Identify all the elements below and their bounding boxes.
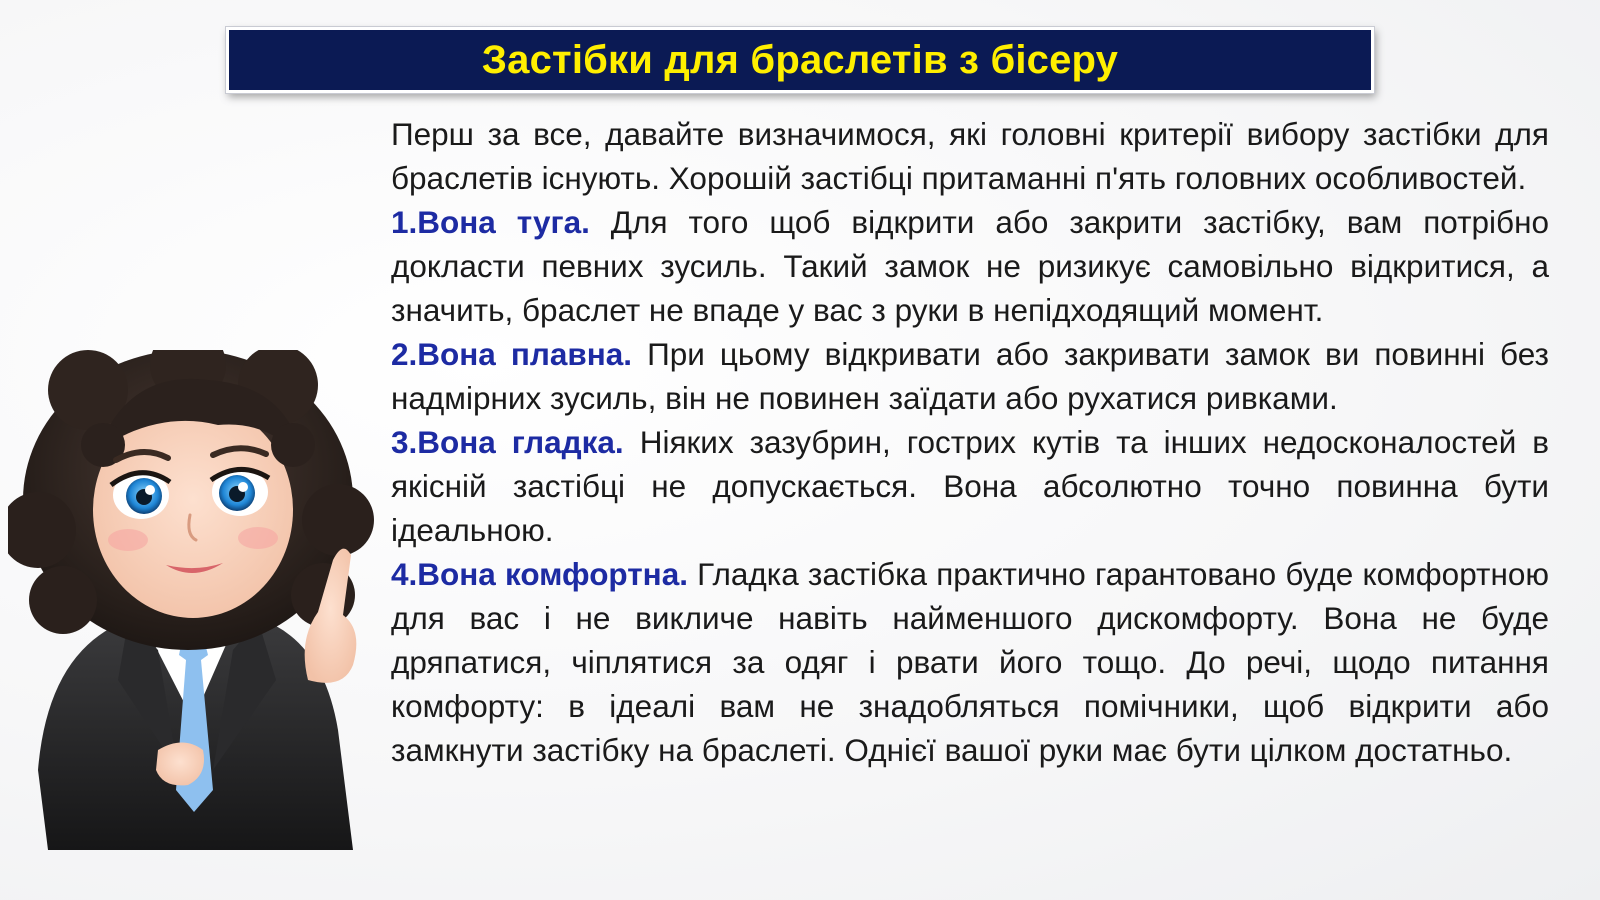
list-item [391, 332, 1549, 420]
item-text: Для того щоб відкрити або закрити застібку, вам потрібно докласти певних зусиль. Такий замок не ризикує самовільно відкритися, а значить, браслет не впаде у вас з руки в непідходящий момент. [391, 204, 1549, 328]
intro-paragraph: Перш за все, давайте визначимося, які головні критерії вибору застібки для браслетів існують. Хорошій застібці притаманні п'ять головних особливостей. [391, 116, 1549, 196]
item-text: Ніяких зазубрин, гострих кутів та інших недосконалостей в якісній застібці не допускається. Вона абсолютно точно повинна бути ідеальною. [391, 424, 1550, 548]
list-item [391, 420, 1549, 552]
list-item [391, 200, 1549, 332]
list-item [391, 552, 1549, 772]
item-heading: 4.Вона комфортна. [391, 556, 688, 592]
slide-title: Застібки для браслетів з бісеру [481, 37, 1119, 82]
item-heading: 2.Вона плавна. [391, 336, 633, 372]
title-banner [226, 27, 1374, 93]
item-heading: 3.Вона гладка. [391, 424, 624, 460]
item-heading: 1.Вона туга. [391, 204, 590, 240]
presenter-illustration [8, 350, 378, 850]
item-text: Гладка застібка практично гарантовано буде комфортною для вас і не викличе навіть найменшого дискомфорту. Вона не буде дряпатися, чіплятися за одяг і рвати його тощо. До речі, щодо питання комфорту: в ідеалі вам не знадобляться помічники, щоб відкрити або замкнути застібку на браслеті. Однієї вашої руки має бути цілком достатньо. [391, 556, 1549, 768]
slide-body [391, 112, 1549, 772]
item-text: При цьому відкривати або закривати замок ви повинні без надмірних зусиль, він не повинен заїдати або рухатися ривками. [391, 336, 1549, 416]
